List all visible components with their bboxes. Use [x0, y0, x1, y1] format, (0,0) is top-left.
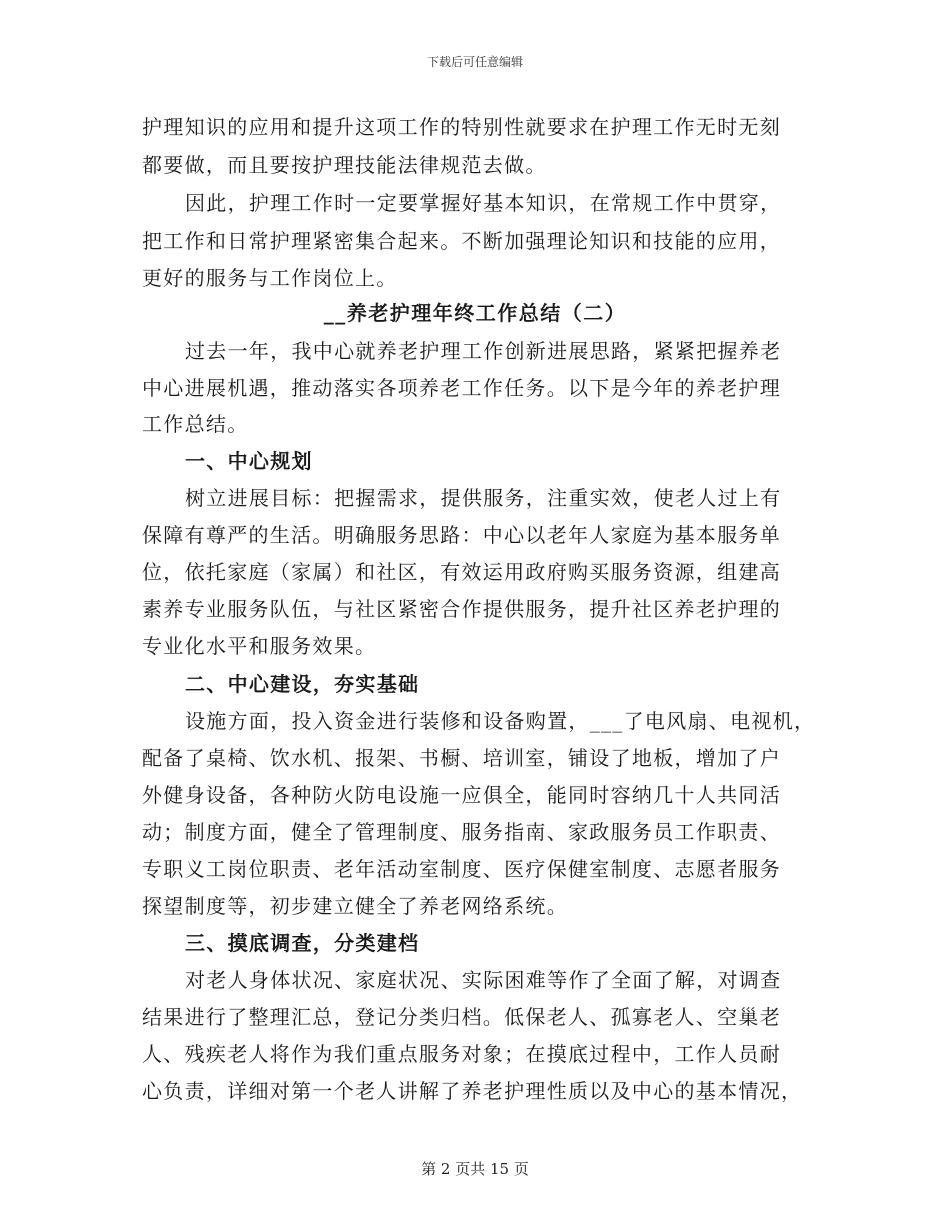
body-line: 因此，护理工作时一定要掌握好基本知识，在常规工作中贯穿， — [185, 191, 782, 215]
body-line: 外健身设备，各种防火防电设施一应俱全，能同时容纳几十人共同活 — [142, 783, 781, 807]
body-line: 把工作和日常护理紧密集合起来。不断加强理论知识和技能的应用， — [142, 229, 781, 253]
body-line: 过去一年，我中心就养老护理工作创新进展思路，紧紧把握养老 — [185, 339, 782, 363]
body-line: 位，依托家庭（家属）和社区，有效运用政府购买服务资源，组建高 — [142, 560, 781, 584]
section-title: __养老护理年终工作总结（二） — [323, 301, 627, 325]
section-heading: 一、中心规划 — [185, 449, 313, 473]
body-line: 素养专业服务队伍，与社区紧密合作提供服务，提升社区养老护理的 — [142, 597, 781, 621]
body-line: 设施方面，投入资金进行装修和设备购置，___了电风扇、电视机， — [185, 709, 816, 733]
body-line: 结果进行了整理汇总，登记分类归档。低保老人、孤寡老人、空巢老 — [142, 1005, 781, 1029]
body-line: 动；制度方面，健全了管理制度、服务指南、家政服务员工作职责、 — [142, 820, 781, 844]
body-line: 树立进展目标：把握需求，提供服务，注重实效，使老人过上有 — [185, 486, 782, 510]
body-line: 探望制度等，初步建立健全了养老网络系统。 — [142, 894, 568, 918]
body-line: 工作总结。 — [142, 412, 249, 436]
body-line: 人、残疾老人将作为我们重点服务对象；在摸底过程中，工作人员耐 — [142, 1042, 781, 1066]
section-heading: 三、摸底调查，分类建档 — [185, 931, 420, 955]
body-line: 都要做，而且要按护理技能法律规范去做。 — [142, 153, 547, 177]
page-footer: 第 2 页共 15 页 — [421, 1160, 529, 1178]
body-line: 专业化水平和服务效果。 — [142, 634, 377, 658]
body-line: 更好的服务与工作岗位上。 — [142, 266, 398, 290]
section-heading: 二、中心建设，夯实基础 — [185, 672, 420, 696]
body-line: 对老人身体状况、家庭状况、实际困难等作了全面了解，对调查 — [185, 968, 782, 992]
body-line: 专职义工岗位职责、老年活动室制度、医疗保健室制度、志愿者服务 — [142, 857, 781, 881]
body-line: 中心进展机遇，推动落实各项养老工作任务。以下是今年的养老护理 — [142, 376, 781, 400]
body-line: 配备了桌椅、饮水机、报架、书橱、培训室，铺设了地板，增加了户 — [142, 746, 781, 770]
body-line: 保障有尊严的生活。明确服务思路：中心以老年人家庭为基本服务单 — [142, 523, 781, 547]
body-line: 心负责，详细对第一个老人讲解了养老护理性质以及中心的基本情况， — [142, 1079, 803, 1103]
page-header: 下载后可任意编辑 — [426, 55, 523, 69]
body-line: 护理知识的应用和提升这项工作的特别性就要求在护理工作无时无刻 — [142, 115, 781, 139]
